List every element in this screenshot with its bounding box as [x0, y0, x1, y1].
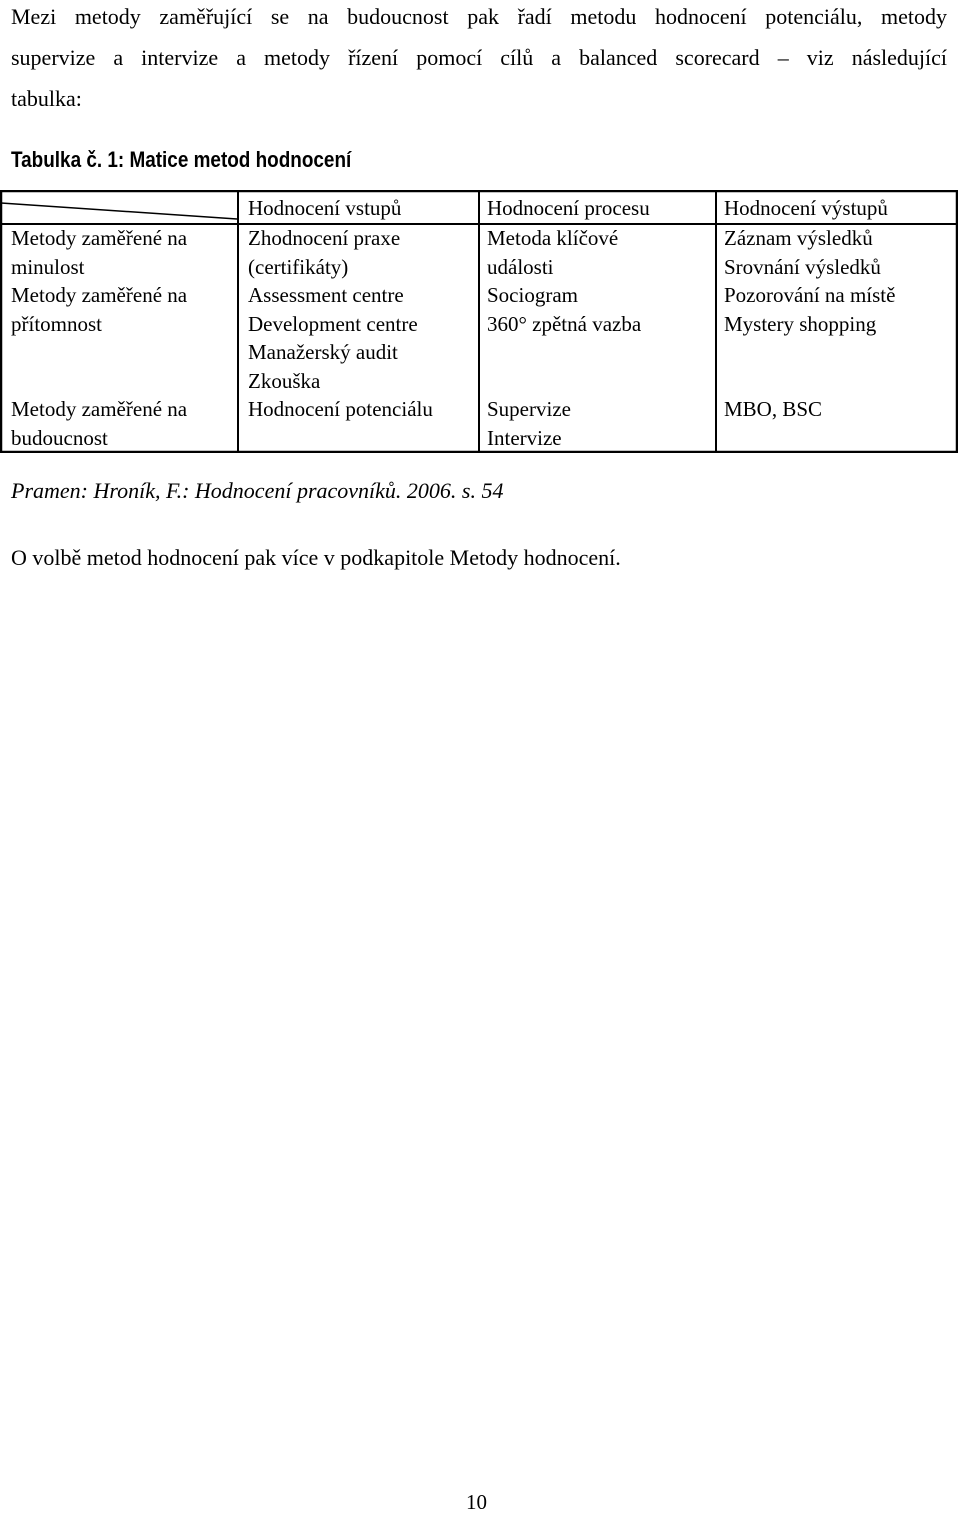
row-label-line: Metody zaměřené na: [11, 397, 188, 421]
cell-line: Assessment centre: [248, 283, 404, 307]
cell-line: Manažerský audit: [248, 340, 398, 364]
intro-line: Mezi metody zaměřující se na budoucnost pak řadí metodu hodnocení potenciálu, metody: [11, 4, 947, 29]
cell-line: Záznam výsledků: [724, 226, 873, 250]
row-label-past-present: [11, 224, 187, 338]
cell-line: Zkouška: [248, 368, 321, 393]
cell-line: Metoda klíčové: [487, 226, 619, 250]
closing-paragraph: O volbě metod hodnocení pak více v podkapitole Metody hodnocení.: [11, 545, 621, 570]
column-header-inputs: Hodnocení vstupů: [248, 196, 402, 220]
row-label-line: minulost: [11, 254, 85, 279]
cell-inputs-future: [248, 395, 433, 424]
cell-line: Development centre: [248, 311, 418, 336]
cell-line: Srovnání výsledků: [724, 254, 881, 279]
methods-matrix-table: [0, 190, 958, 453]
cell-line: (certifikáty): [248, 254, 349, 279]
cell-line: Supervize: [487, 397, 571, 421]
corner-diagonal-line: [1, 203, 237, 219]
intro-line: supervize a intervize a metody řízení pomocí cílů a balanced scorecard – viz následující: [11, 45, 947, 70]
source-citation: Pramen: Hroník, F.: Hodnocení pracovníků. 2006. s. 54: [11, 478, 504, 503]
cell-outputs-past-present: [724, 224, 895, 338]
cell-line: 360° zpětná vazba: [487, 311, 642, 336]
cell-line: Mystery shopping: [724, 311, 877, 336]
cell-line: Sociogram: [487, 283, 578, 307]
cell-line: Intervize: [487, 425, 562, 450]
cell-line: události: [487, 254, 554, 279]
column-header-process: Hodnocení procesu: [487, 196, 650, 220]
row-label-future: [11, 395, 187, 452]
row-label-line: budoucnost: [11, 425, 108, 450]
cell-line: Zhodnocení praxe: [248, 226, 401, 250]
table-caption: Tabulka č. 1: Matice metod hodnocení: [11, 147, 352, 172]
page-number: 10: [466, 1490, 487, 1514]
row-label-line: Metody zaměřené na: [11, 226, 188, 250]
cell-line: Hodnocení potenciálu: [248, 397, 433, 421]
column-header-outputs: Hodnocení výstupů: [724, 196, 888, 220]
row-label-line: Metody zaměřené na: [11, 283, 188, 307]
intro-line: tabulka:: [11, 86, 82, 111]
cell-line: Pozorování na místě: [724, 283, 896, 307]
cell-process-past-present: [487, 224, 641, 338]
cell-inputs-past-present: [248, 224, 418, 395]
row-label-line: přítomnost: [11, 311, 103, 336]
cell-line: MBO, BSC: [724, 397, 823, 421]
intro-paragraph: [11, 0, 947, 119]
cell-process-future: [487, 395, 571, 452]
cell-outputs-future: [724, 395, 822, 424]
